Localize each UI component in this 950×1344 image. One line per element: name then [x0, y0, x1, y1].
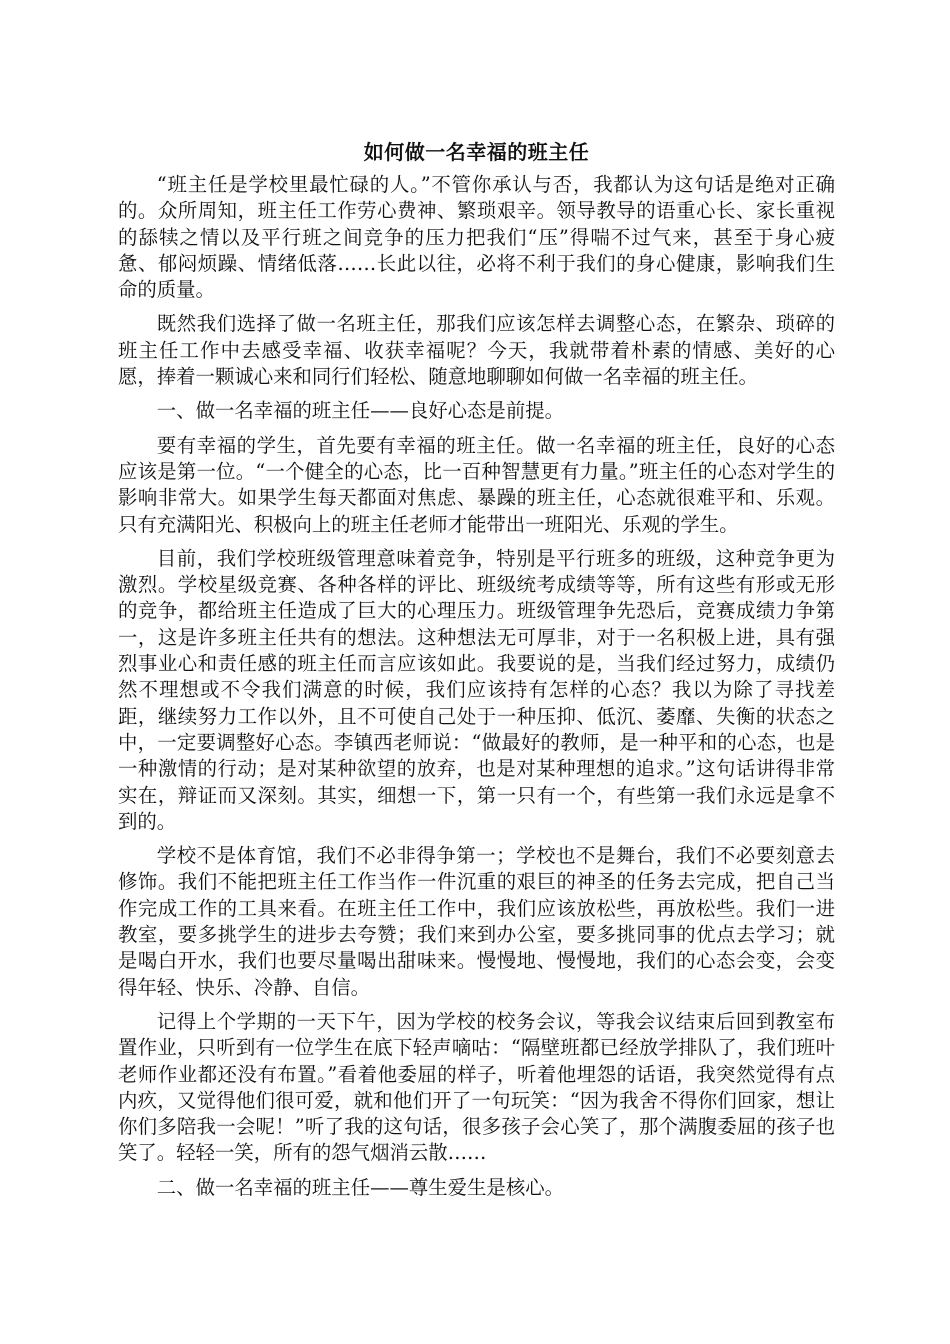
paragraph-competition: 目前，我们学校班级管理意味着竞争，特别是平行班多的班级，这种竞争更为激烈。学校星级竞赛、各种各样的评比、班级统考成绩等等，所有这些有形或无形的竞争，都给班主任造成了巨大的心理压力。班级管理争先恐后，竞赛成绩力争第一，这是许多班主任共有的想法。这种想法无可厚非，对于一名积极上进，具有强烈事业心和责任感的班主任而言应该如此。我要说的是，当我们经过努力，成绩仍然不理想或不令我们满意的时候，我们应该持有怎样的心态？我以为除了寻找差距，继续努力工作以外，且不可使自己处于一种压抑、低沉、萎靡、失衡的状态之中，一定要调整好心态。李镇西老师说：“做最好的教师，是一种平和的心态，也是一种激情的行动；是对某种欲望的放弃，也是对某种理想的追求。”这句话讲得非常实在，辩证而又深刻。其实，细想一下，第一只有一个，有些第一我们永远是拿不到的。 — [118, 546, 835, 833]
paragraph-anecdote: 记得上个学期的一天下午，因为学校的校务会议，等我会议结束后回到教室布置作业，只听到有一位学生在底下轻声嘀咕：“隔壁班都已经放学排队了，我们班叶老师作业都还没有布置。”看着他委屈的样子，听着他埋怨的话语，我突然觉得有点内疚，又觉得他们很可爱，就和他们开了一句玩笑：“因为我舍不得你们回家，想让你们多陪我一会呢！”听了我的这句话，很多孩子会心笑了，那个满腹委屈的孩子也笑了。轻轻一笑，所有的怨气烟消云散…… — [118, 1009, 835, 1165]
document-page — [118, 132, 835, 1209]
paragraph-attitude: 要有幸福的学生，首先要有幸福的班主任。做一名幸福的班主任，良好的心态应该是第一位。“一个健全的心态，比一百种智慧更有力量。”班主任的心态对学生的影响非常大。如果学生每天都面对焦虑、暴躁的班主任，心态就很难平和、乐观。只有充满阳光、积极向上的班主任老师才能带出一班阳光、乐观的学生。 — [118, 433, 835, 536]
paragraph-relax: 学校不是体育馆，我们不必非得争第一；学校也不是舞台，我们不必要刻意去修饰。我们不能把班主任工作当作一件沉重的艰巨的神圣的任务去完成，把自己当作完成工作的工具来看。在班主任工作中，我们应该放松些，再放松些。我们一进教室，要多挑学生的进步去夸赞；我们来到办公室，要多挑同事的优点去学习；就是喝白开水，我们也要尽量喝出甜味来。慢慢地、慢慢地，我们的心态会变，会变得年轻、快乐、冷静、自信。 — [118, 844, 835, 999]
section-heading-2: 二、做一名幸福的班主任——尊生爱生是核心。 — [156, 1175, 564, 1199]
section-heading-1: 一、做一名幸福的班主任——良好心态是前提。 — [156, 399, 564, 423]
paragraph-purpose: 既然我们选择了做一名班主任，那我们应该怎样去调整心态，在繁杂、琐碎的班主任工作中去感受幸福、收获幸福呢？今天，我就带着朴素的情感、美好的心愿，捧着一颗诚心来和同行们轻松、随意地聊聊如何做一名幸福的班主任。 — [118, 312, 835, 389]
document-title: 如何做一名幸福的班主任 — [363, 140, 590, 164]
paragraph-intro: “班主任是学校里最忙碌的人。”不管你承认与否，我都认为这句话是绝对正确的。众所周知，班主任工作劳心费神、繁琐艰辛。领导教导的语重心长、家长重视的舔犊之情以及平行班之间竞争的压力把我们“压”得喘不过气来，甚至于身心疲惫、郁闷烦躁、情绪低落……长此以往，必将不利于我们的身心健康，影响我们生命的质量。 — [118, 173, 835, 302]
